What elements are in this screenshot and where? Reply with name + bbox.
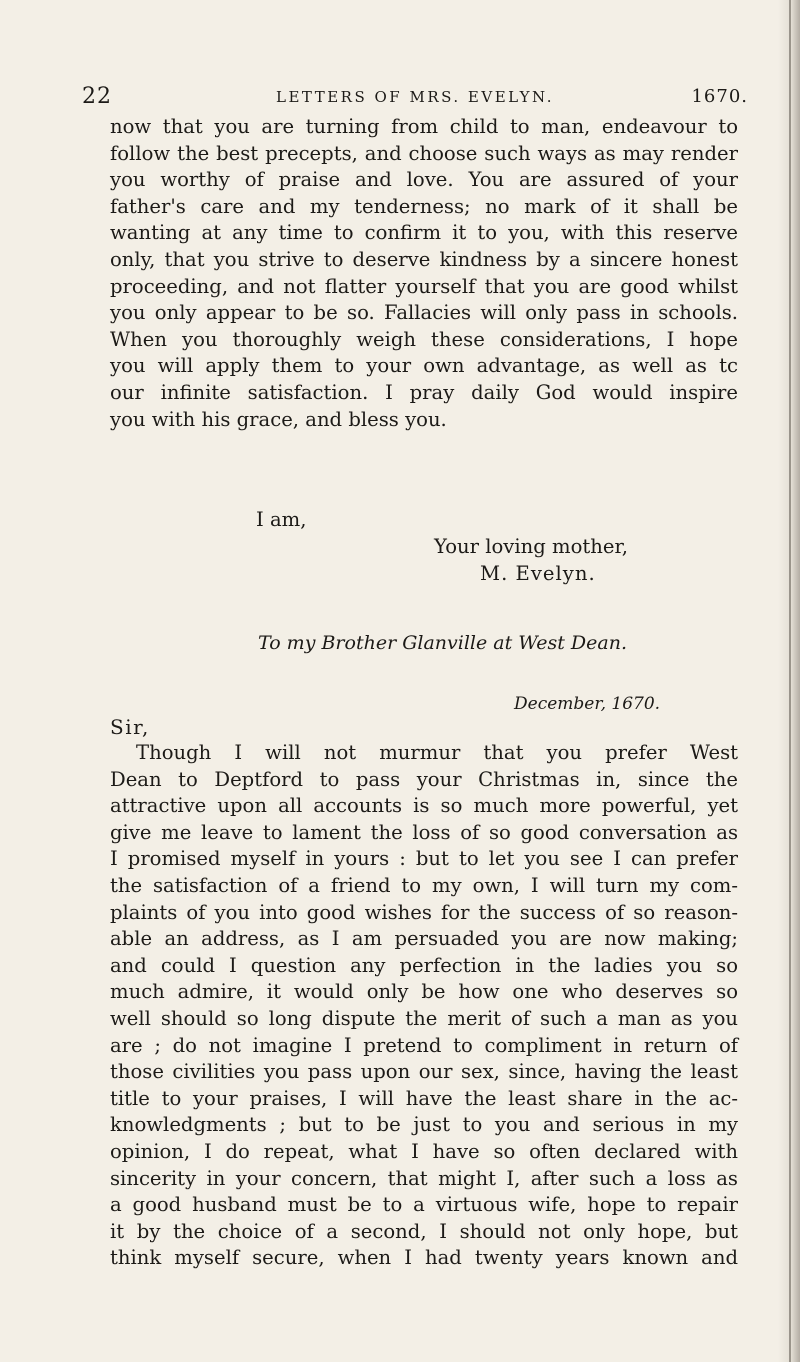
- text-line: follow the best precepts, and choose such ways as may render: [110, 141, 738, 165]
- text-line: father's care and my tenderness; no mark of it shall be: [110, 194, 738, 218]
- text-line: you worthy of praise and love. You are assured of your: [110, 168, 738, 192]
- text-line: and could I question any perfection in the ladies you so: [110, 953, 738, 977]
- text-line: title to your praises, I will have the least share in the ac-: [110, 1086, 738, 1110]
- closing-i-am: I am,: [256, 508, 307, 531]
- text-line: sincerity in your concern, that might I, after such a loss as: [110, 1166, 738, 1190]
- text-line: opinion, I do repeat, what I have so often declared with: [110, 1139, 738, 1163]
- text-line: well should so long dispute the merit of such a man as you: [110, 1006, 738, 1030]
- text-line: much admire, it would only be how one who deserves so: [110, 980, 738, 1004]
- closing-loving-mother: Your loving mother,: [434, 535, 628, 558]
- text-line: wanting at any time to confirm it to you, with this reserve: [110, 221, 738, 245]
- text-line: Though I will not murmur that you prefer West: [136, 741, 738, 764]
- running-head: [82, 84, 748, 112]
- running-title: LETTERS OF MRS. EVELYN.: [276, 88, 554, 106]
- text-line: able an address, as I am persuaded you are now making;: [110, 927, 738, 951]
- text-line: When you thoroughly weigh these considerations, I hope: [110, 327, 738, 351]
- text-line: it by the choice of a second, I should not only hope, but: [110, 1219, 738, 1243]
- salutation: Sir,: [110, 715, 150, 739]
- letter-heading: To my Brother Glanville at West Dean.: [258, 632, 627, 654]
- text-line: our infinite satisfaction. I pray daily God would inspire: [110, 380, 738, 404]
- page-number: 22: [82, 84, 112, 109]
- page-edge-line: [789, 0, 791, 1362]
- text-line: knowledgments ; but to be just to you and serious in my: [110, 1113, 738, 1137]
- text-line: the satisfaction of a friend to my own, I will turn my com-: [110, 873, 738, 897]
- text-line: now that you are turning from child to man, endeavour to: [110, 115, 738, 138]
- text-line: only, that you strive to deserve kindness by a sincere honest: [110, 247, 738, 271]
- text-line: you will apply them to your own advantage, as well as tc: [110, 354, 738, 378]
- signature: M. Evelyn.: [480, 562, 596, 585]
- text-line: those civilities you pass upon our sex, since, having the least: [110, 1060, 738, 1084]
- letter-two-body: [110, 740, 738, 1272]
- text-line: plaints of you into good wishes for the success of so reason-: [110, 900, 738, 924]
- text-line: Dean to Deptford to pass your Christmas in, since the: [110, 767, 738, 791]
- letter-date: December, 1670.: [514, 694, 661, 714]
- text-line: are ; do not imagine I pretend to compliment in return of: [110, 1033, 738, 1057]
- text-line: attractive upon all accounts is so much more powerful, yet: [110, 794, 738, 818]
- text-line: give me leave to lament the loss of so good conversation as: [110, 820, 738, 844]
- text-line: you with his grace, and bless you.: [110, 407, 447, 431]
- text-line: proceeding, and not flatter yourself that you are good whilst: [110, 274, 738, 298]
- text-line: I promised myself in yours : but to let you see I can prefer: [110, 847, 738, 871]
- text-line: you only appear to be so. Fallacies will only pass in schools.: [110, 301, 738, 325]
- letter-one-body: [110, 114, 738, 433]
- running-year: 1670.: [691, 86, 748, 107]
- text-line: think myself secure, when I had twenty years known and: [110, 1246, 738, 1270]
- text-line: a good husband must be to a virtuous wife, hope to repair: [110, 1193, 738, 1217]
